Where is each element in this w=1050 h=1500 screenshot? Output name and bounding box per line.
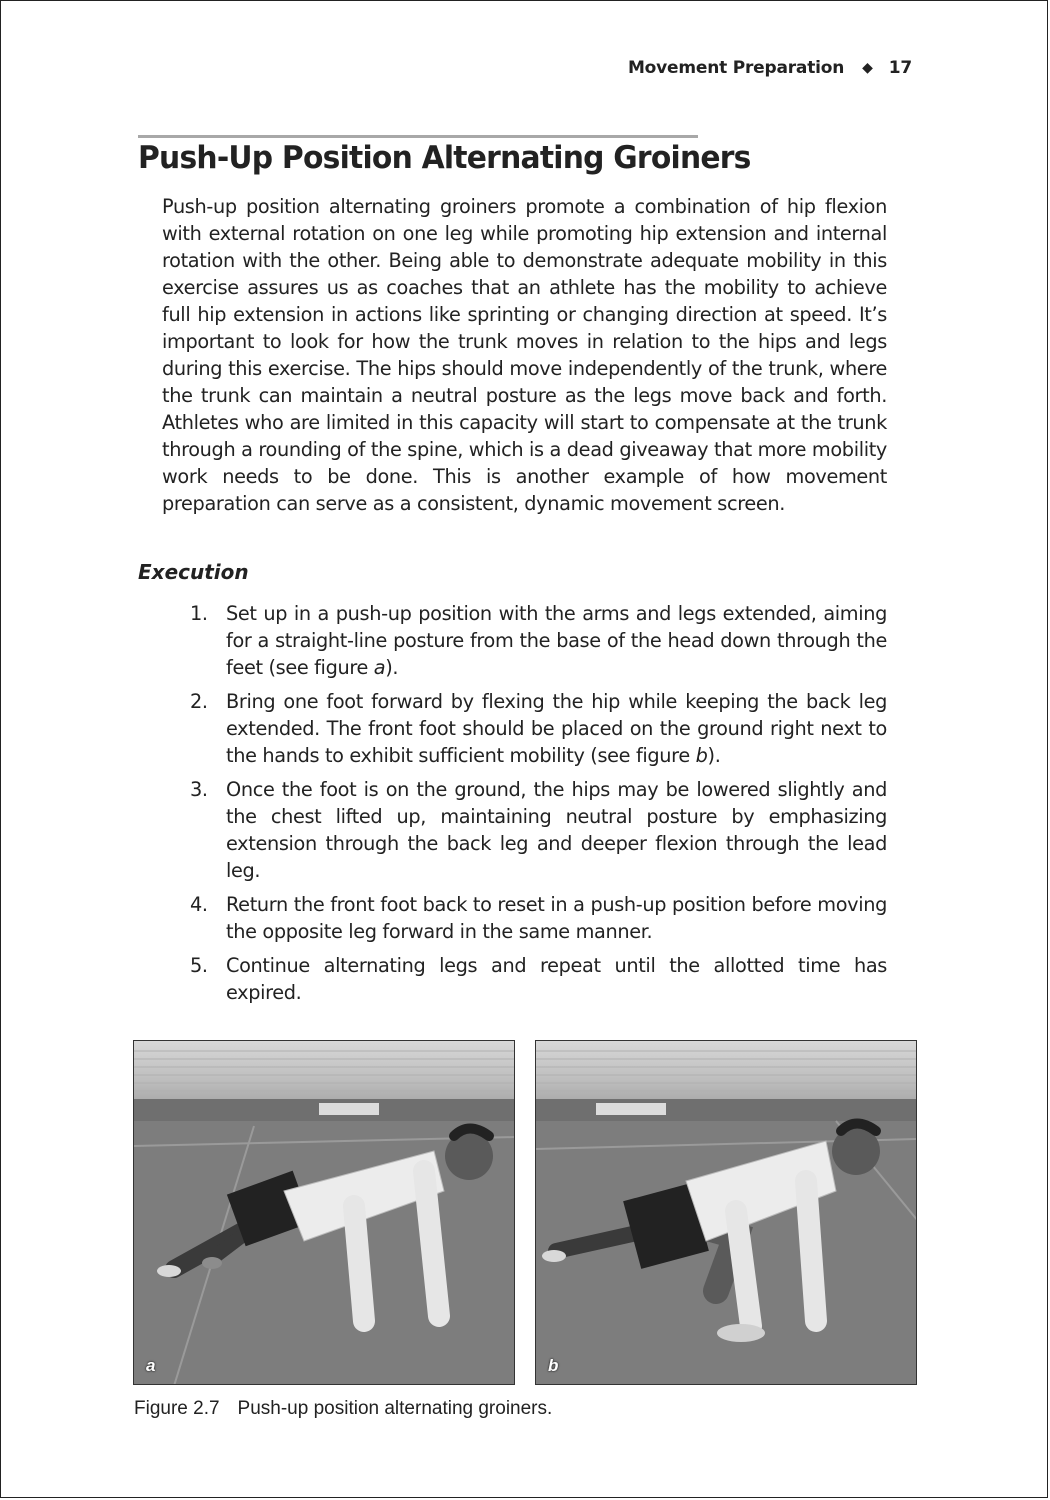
panel-label-b: b (548, 1356, 559, 1375)
figure-photo-b (535, 1040, 917, 1385)
running-head-section: Movement Preparation (627, 58, 845, 78)
figure-ref: a (373, 656, 386, 679)
figure-caption (134, 1398, 552, 1420)
step-item (190, 891, 887, 945)
step-number: 1. (190, 602, 208, 625)
step-number: 3. (190, 778, 208, 801)
athlete-pushup-illustration (134, 1041, 515, 1385)
execution-steps (190, 600, 887, 1013)
running-head (628, 58, 912, 78)
intro-paragraph: Push-up position alternating groiners promote a combination of hip flexion with external rotation on one leg while promoting hip extension and internal rotation with the other. Being able to demonstrate adequate mobility in this exercise assures us as coaches that an athlete has the mobility to achieve full hip extension in actions like sprinting or changing direction at speed. It’s important to look for how the trunk moves in relation to the hips and legs during this exercise. The hips should move independently of the trunk, where the trunk can maintain a neutral posture as the legs move back and forth. Athletes who are limited in this capacity will start to compensate at the trunk through a rounding of the spine, which is a dead giveaway that more mobility work needs to be done. This is another example of how movement preparation can serve as a consistent, dynamic movement screen. (162, 195, 887, 515)
page-title: Push-Up Position Alternating Groiners (138, 140, 751, 176)
step-item (190, 776, 887, 884)
step-text: Once the foot is on the ground, the hips may be lowered slightly and the chest lifted up, maintaining neutral posture by emphasizing extension through the back leg and deeper flexion through the lead leg. (226, 778, 887, 882)
step-number: 4. (190, 893, 208, 916)
panel-label-a: a (146, 1356, 156, 1375)
step-number: 5. (190, 954, 208, 977)
figure-caption-text: Push-up position alternating groiners. (237, 1398, 553, 1419)
step-text: Bring one foot forward by flexing the hip while keeping the back leg extended. The front foot should be placed on the ground right next to the hands to exhibit sufficient mobility (see figure b). (226, 690, 887, 767)
step-text: Set up in a push-up position with the arms and legs extended, aiming for a straight-line posture from the base of the head down through the feet (see figure a). (226, 602, 887, 679)
step-text: Continue alternating legs and repeat until the allotted time has expired. (226, 954, 887, 1004)
execution-heading: Execution (138, 560, 249, 584)
step-item (190, 688, 887, 769)
diamond-icon: ◆ (862, 60, 873, 76)
figure-ref: b (695, 744, 708, 767)
figure-photo-a (133, 1040, 515, 1385)
step-item (190, 600, 887, 681)
athlete-groiner-illustration (536, 1041, 917, 1385)
step-number: 2. (190, 690, 208, 713)
step-text: Return the front foot back to reset in a push-up position before moving the opposite leg forward in the same manner. (226, 893, 887, 943)
figure-number: Figure 2.7 (134, 1398, 220, 1419)
page-number: 17 (888, 58, 912, 78)
title-rule (138, 135, 698, 138)
step-item (190, 952, 887, 1006)
